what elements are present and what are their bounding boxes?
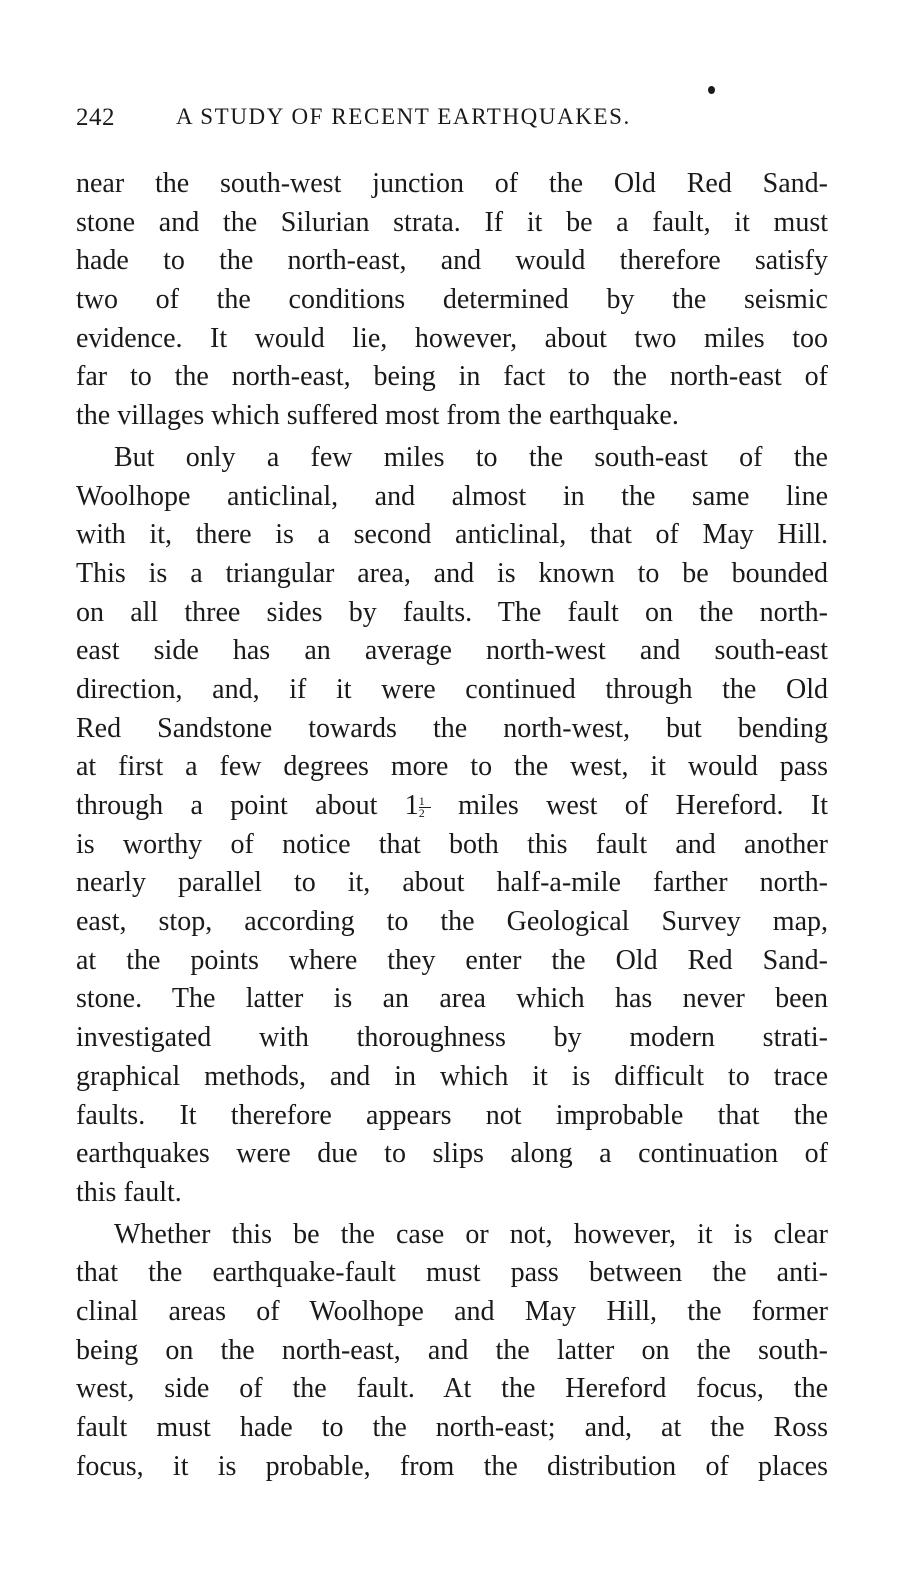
text-line: at the points where they enter the Old Red Sand-: [76, 944, 828, 976]
paragraph-2: [76, 439, 828, 1213]
fraction-one-half: [419, 796, 431, 819]
text-line: nearly parallel to it, about half-a-mile farther north-: [76, 867, 828, 899]
text-line: clinal areas of Woolhope and May Hill, the former: [76, 1295, 828, 1327]
text-line: east side has an average north-west and south-east: [76, 635, 828, 667]
text-line: hade to the north-east, and would therefore satisfy: [76, 245, 828, 277]
text-line: the villages which suffered most from the earthquake.: [76, 400, 679, 432]
text-line: Whether this be the case or not, however, it is clear: [114, 1218, 828, 1250]
text-line: stone and the Silurian strata. If it be a fault, it must: [76, 206, 828, 238]
paragraph-3: [76, 1216, 828, 1487]
fraction-denominator: 2: [418, 806, 425, 821]
page-number: 242: [76, 104, 115, 131]
text-line: graphical methods, and in which it is difficult to trace: [76, 1060, 828, 1092]
text-line: east, stop, according to the Geological Survey map,: [76, 906, 828, 938]
running-title: A STUDY OF RECENT EARTHQUAKES.: [176, 104, 631, 129]
page-header: [76, 100, 836, 140]
text-line: west, side of the fault. At the Hereford focus, the: [76, 1373, 828, 1405]
fraction-line-after: miles west of Hereford. It: [430, 790, 828, 821]
text-line: investigated with thoroughness by modern strati-: [76, 1022, 828, 1054]
text-line: with it, there is a second anticlinal, that of May Hill.: [76, 519, 828, 551]
text-line: focus, it is probable, from the distribution of places: [76, 1450, 828, 1482]
text-line: on all three sides by faults. The fault on the north-: [76, 596, 828, 628]
text-line: faults. It therefore appears not improbable that the: [76, 1099, 828, 1131]
fraction-numerator: 1: [419, 796, 431, 808]
text-line: Woolhope anticlinal, and almost in the same line: [76, 480, 828, 512]
text-line: stone. The latter is an area which has never been: [76, 983, 828, 1015]
ink-speck: [708, 86, 715, 94]
text-line: being on the north-east, and the latter on the south-: [76, 1334, 828, 1366]
text-line: two of the conditions determined by the seismic: [76, 284, 828, 316]
paragraph-1: [76, 165, 828, 436]
text-line: direction, and, if it were continued through the Old: [76, 673, 828, 705]
text-line: Red Sandstone towards the north-west, but bending: [76, 712, 828, 744]
text-line: This is a triangular area, and is known to be bounded: [76, 557, 828, 589]
fraction-line-before: through a point about 1: [76, 790, 419, 821]
text-line: at first a few degrees more to the west, it would pass: [76, 751, 828, 783]
text-line: this fault.: [76, 1176, 182, 1208]
text-line-with-fraction: [76, 787, 828, 826]
text-line: fault must hade to the north-east; and, at the Ross: [76, 1412, 828, 1443]
text-line: that the earthquake-fault must pass between the anti-: [76, 1257, 828, 1289]
text-line: earthquakes were due to slips along a continuation of: [76, 1138, 828, 1170]
text-line: near the south-west junction of the Old Red Sand-: [76, 168, 828, 199]
text-line: far to the north-east, being in fact to the north-east of: [76, 361, 828, 393]
body-text: [76, 165, 828, 1486]
text-line: evidence. It would lie, however, about two miles too: [76, 322, 828, 354]
text-line: But only a few miles to the south-east of the: [114, 441, 828, 473]
text-line: is worthy of notice that both this fault and another: [76, 828, 828, 860]
